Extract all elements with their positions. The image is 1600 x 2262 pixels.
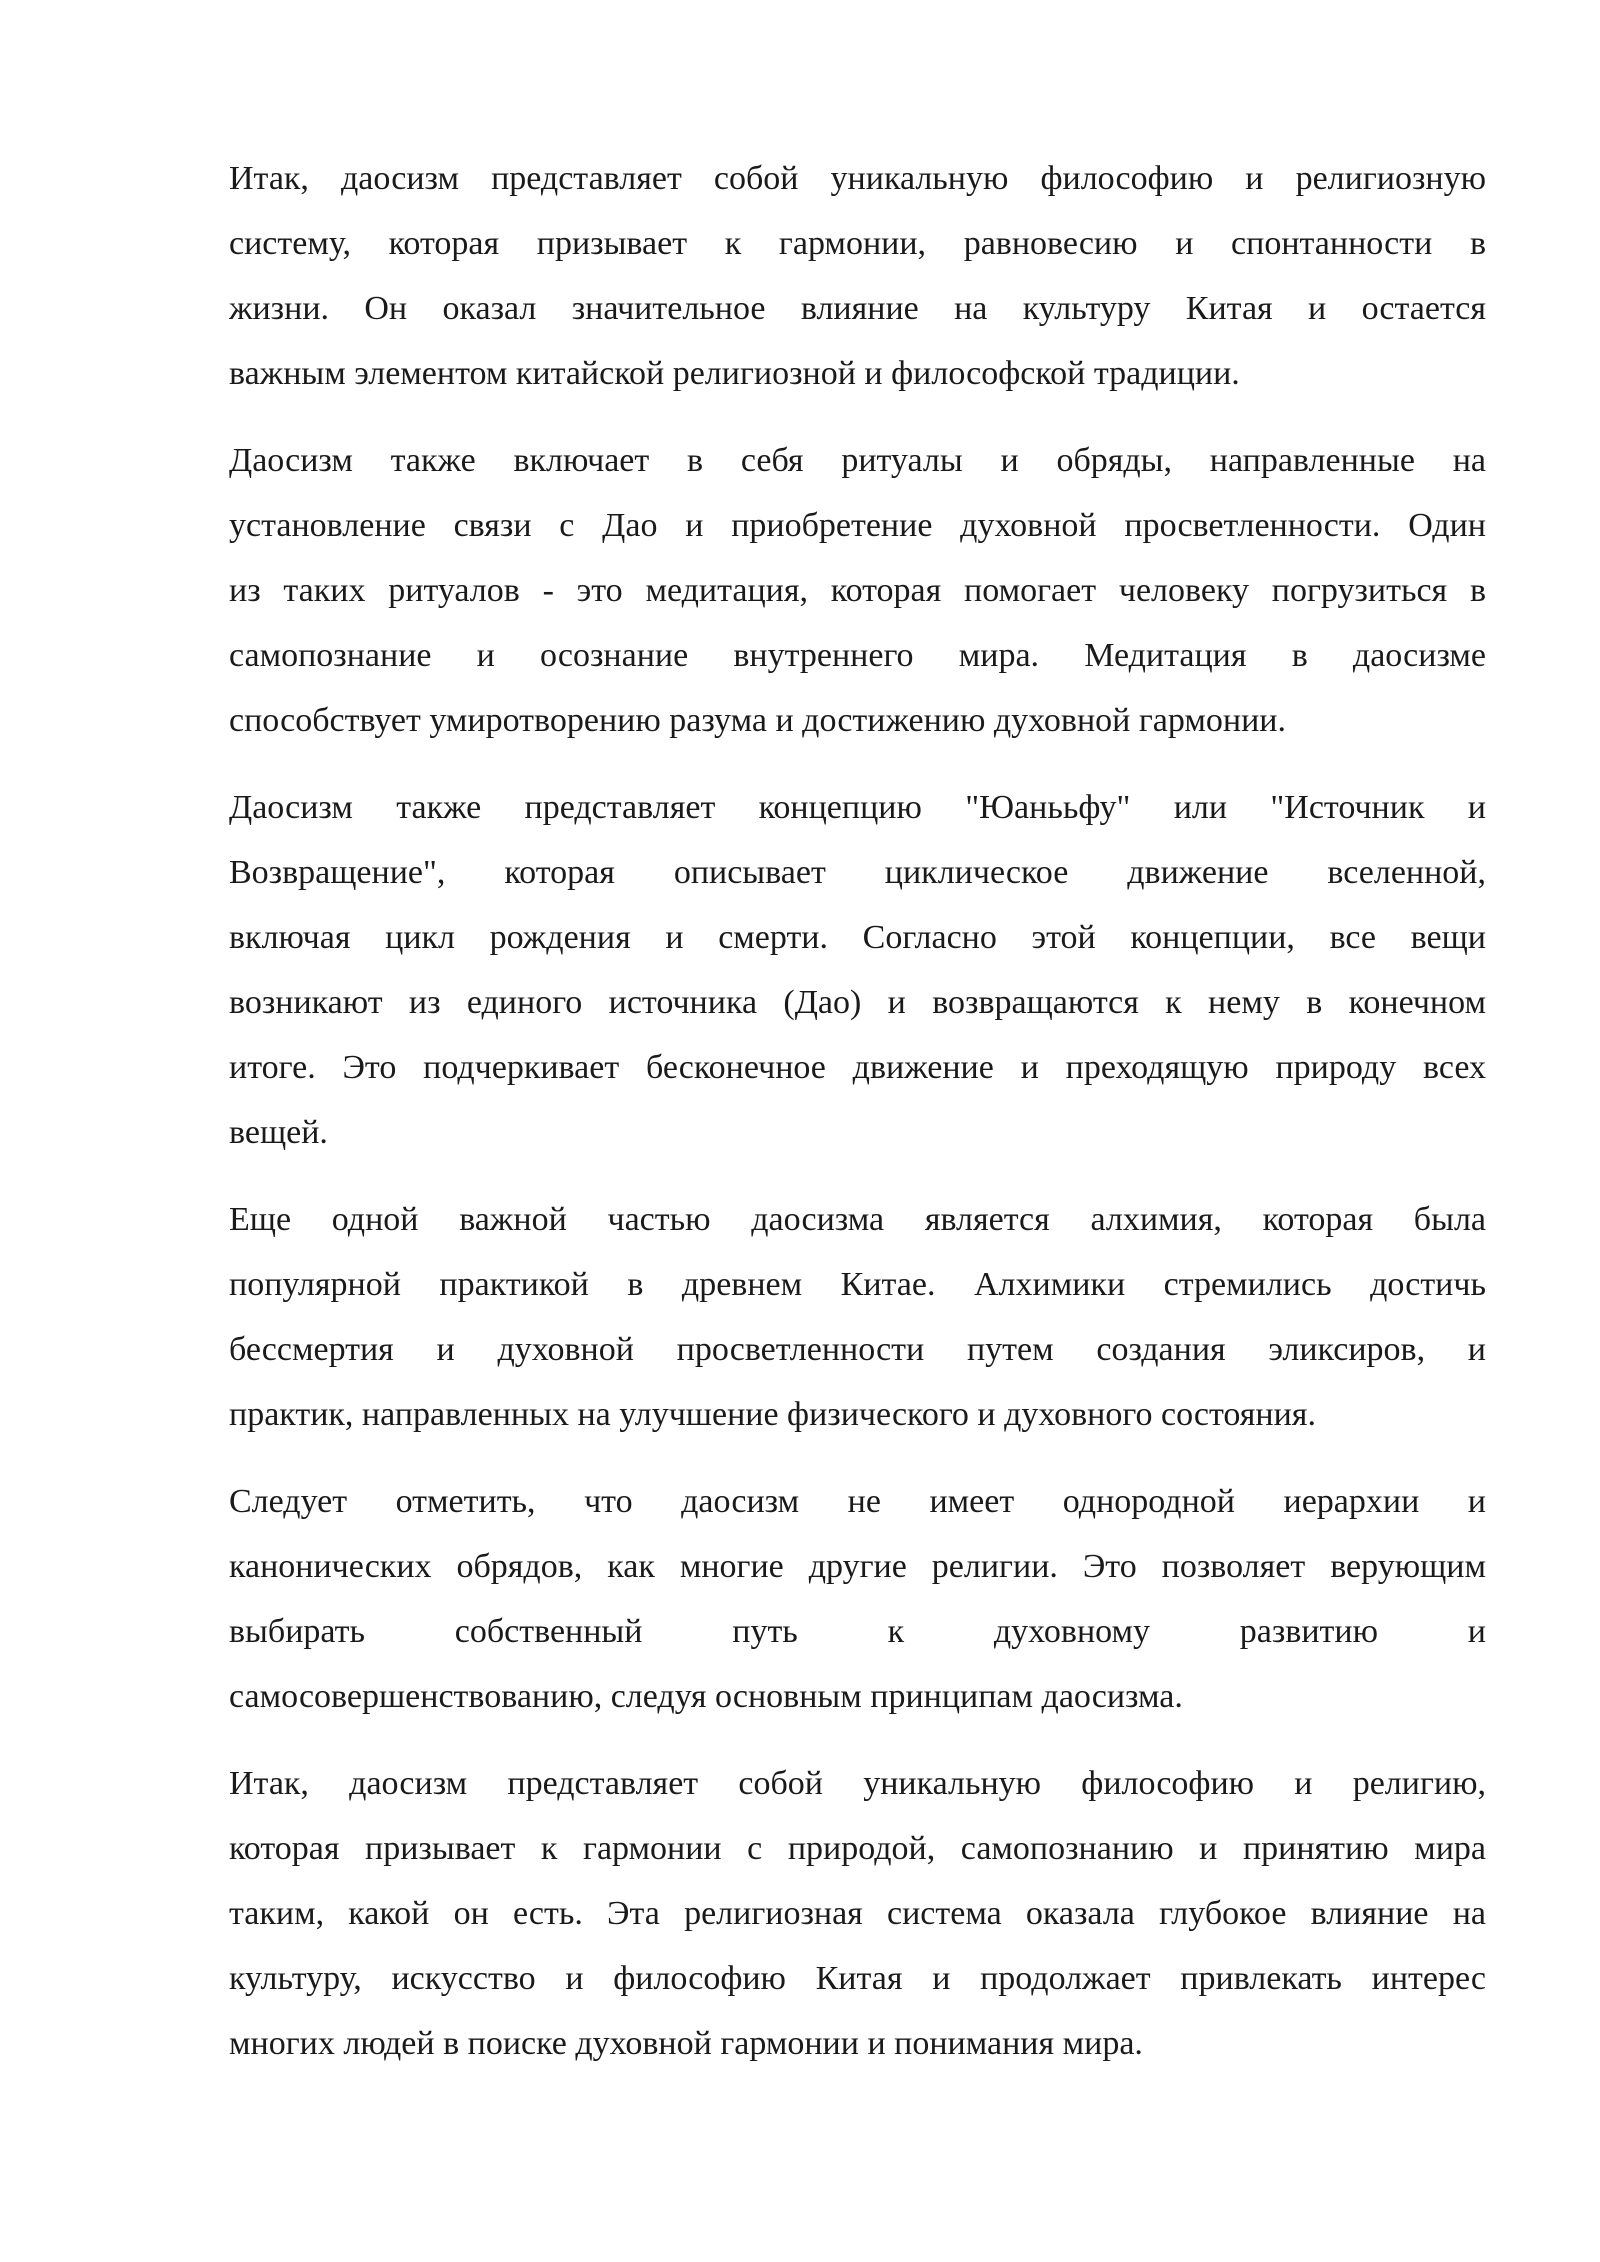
text-line: Даосизм также включает в себя ритуалы и обряды, направленные на: [229, 442, 1486, 479]
text-line: включая цикл рождения и смерти. Согласно этой концепции, все вещи: [229, 919, 1486, 956]
paragraph-1: [229, 146, 1486, 406]
paragraph-2: [229, 428, 1486, 753]
text-line: Итак, даосизм представляет собой уникальную философию и религиозную: [229, 160, 1486, 197]
text-line: таким, какой он есть. Эта религиозная система оказала глубокое влияние на: [229, 1895, 1486, 1932]
text-line: из таких ритуалов - это медитация, которая помогает человеку погрузиться в: [229, 572, 1486, 609]
text-line: практик, направленных на улучшение физического и духовного состояния.: [229, 1396, 1316, 1433]
text-line: важным элементом китайской религиозной и философской традиции.: [229, 355, 1240, 392]
text-line: Следует отметить, что даосизм не имеет однородной иерархии и: [229, 1483, 1486, 1520]
text-line: систему, которая призывает к гармонии, равновесию и спонтанности в: [229, 225, 1486, 262]
document-body: [229, 146, 1486, 2098]
text-line: самопознание и осознание внутреннего мира. Медитация в даосизме: [229, 637, 1486, 674]
text-line: которая призывает к гармонии с природой, самопознанию и принятию мира: [229, 1830, 1486, 1867]
text-line: вещей.: [229, 1114, 328, 1151]
text-line: культуру, искусство и философию Китая и продолжает привлекать интерес: [229, 1960, 1486, 1997]
text-line: бессмертия и духовной просветленности путем создания эликсиров, и: [229, 1331, 1486, 1368]
text-line: Еще одной важной частью даосизма является алхимия, которая была: [229, 1201, 1486, 1238]
text-line: многих людей в поиске духовной гармонии и понимания мира.: [229, 2025, 1143, 2062]
text-line: установление связи с Дао и приобретение духовной просветленности. Один: [229, 507, 1486, 544]
paragraph-4: [229, 1187, 1486, 1447]
text-line: канонических обрядов, как многие другие религии. Это позволяет верующим: [229, 1548, 1486, 1585]
text-line: самосовершенствованию, следуя основным принципам даосизма.: [229, 1678, 1183, 1715]
text-line: итоге. Это подчеркивает бесконечное движение и преходящую природу всех: [229, 1049, 1486, 1086]
text-line: популярной практикой в древнем Китае. Алхимики стремились достичь: [229, 1266, 1486, 1303]
text-line: способствует умиротворению разума и достижению духовной гармонии.: [229, 702, 1286, 739]
text-line: выбирать собственный путь к духовному развитию и: [229, 1613, 1486, 1650]
paragraph-6: [229, 1751, 1486, 2076]
paragraph-3: [229, 775, 1486, 1165]
text-line: возникают из единого источника (Дао) и возвращаются к нему в конечном: [229, 984, 1486, 1021]
text-line: Даосизм также представляет концепцию "Юанььфу" или "Источник и: [229, 789, 1486, 826]
text-line: Возвращение", которая описывает циклическое движение вселенной,: [229, 854, 1486, 891]
text-line: жизни. Он оказал значительное влияние на культуру Китая и остается: [229, 290, 1486, 327]
text-line: Итак, даосизм представляет собой уникальную философию и религию,: [229, 1765, 1486, 1802]
paragraph-5: [229, 1469, 1486, 1729]
